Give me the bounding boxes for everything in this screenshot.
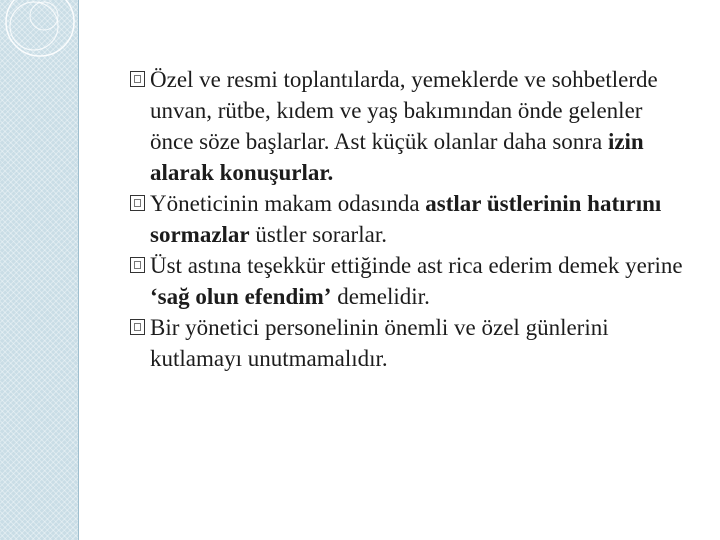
decorative-circles [0, 0, 80, 80]
bullet-text-4-a: Bir yönetici personelinin önemli ve özel günlerini kutlamayı unutmamalıdır. [150, 315, 609, 371]
bullet-box-icon [130, 257, 145, 273]
bullet-box-icon [130, 319, 145, 335]
bullet-text-1-a: Özel ve resmi toplantılarda, yemeklerde ve sohbetlerde unvan, rütbe, kıdem ve yaş bakımından önde gelenler önce söze başlarlar. Ast küçük olanlar daha sonra [150, 67, 658, 154]
bullet-text-2-a: Yöneticinin makam odasında [150, 191, 426, 216]
bullet-text-3-b: ‘sağ olun efendim’ [150, 284, 332, 309]
bullet-text-2-c: üstler sorarlar. [249, 222, 387, 247]
bullet-item-4 [128, 312, 684, 374]
slide-content [128, 64, 684, 374]
bullet-text-2-b: astlar üstlerinin hatırını sormazlar [150, 191, 662, 247]
bullet-text-1-b: izin alarak konuşurlar. [150, 129, 644, 185]
bullet-item-2 [128, 188, 684, 250]
decorative-side-band [0, 0, 78, 540]
bullet-box-icon [130, 195, 145, 211]
side-band-edge [78, 0, 79, 540]
bullet-box-icon [130, 71, 145, 87]
bullet-text-3-a: Üst astına teşekkür ettiğinde ast rica ederim demek yerine [150, 253, 683, 278]
bullet-item-3 [128, 250, 684, 312]
bullet-text-3-c: demelidir. [331, 284, 430, 309]
bullet-item-1 [128, 64, 684, 188]
